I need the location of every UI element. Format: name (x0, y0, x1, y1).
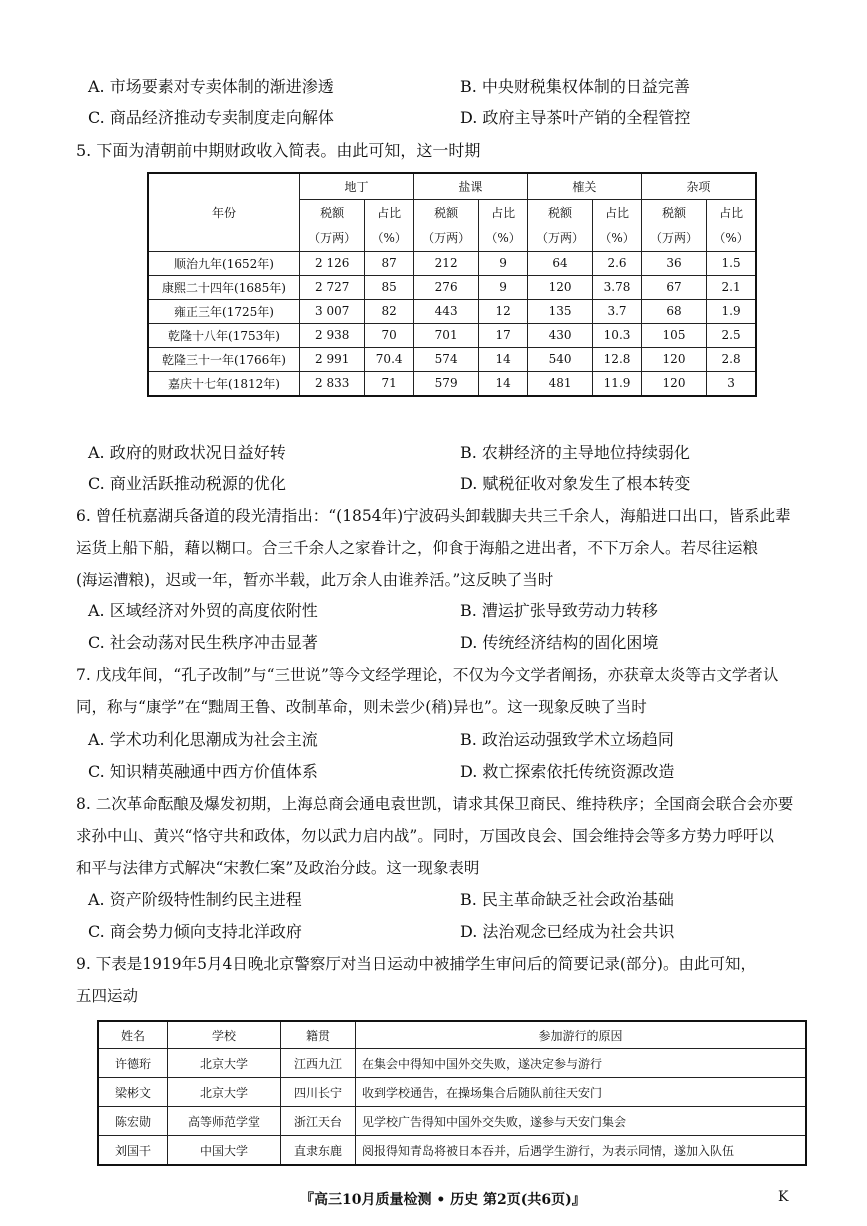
sub-header: 占比 (593, 199, 642, 225)
table-row (148, 275, 756, 299)
q5-stem: 5. 下面为清朝前中期财政收入简表。由此可知，这一时期 (76, 141, 481, 160)
name-cell: 许德珩 (98, 1049, 168, 1078)
value-cell: 68 (641, 299, 706, 323)
col-header: 籍贯 (281, 1021, 356, 1049)
group-header: 杂项 (641, 173, 756, 199)
q7-stem-line2: 同，称与“康学”在“黜周王鲁、改制革命，则未尝少(稍)异也”。这一现象反映了当时 (76, 698, 647, 716)
name-cell: 陈宏勋 (98, 1107, 168, 1136)
value-cell: 276 (413, 275, 478, 299)
value-cell: 12 (479, 299, 528, 323)
origin-cell: 四川长宁 (281, 1078, 356, 1107)
q6-stem-line2: 运货上船下船，藉以糊口。合三千余人之家眷计之，仰食于海船之进出者，不下万余人。若尽往运粮 (76, 539, 759, 557)
value-cell: 579 (413, 371, 478, 396)
value-cell: 36 (641, 251, 706, 275)
table-row (98, 1049, 806, 1078)
name-cell: 刘国干 (98, 1136, 168, 1166)
value-cell: 481 (527, 371, 592, 396)
q9-arrest-record-table (97, 1020, 807, 1166)
footer-text: 『高三10月质量检测 • 历史 第2页(共6页)』 (300, 1192, 586, 1208)
value-cell: 443 (413, 299, 478, 323)
sub-header-unit: （万两） (527, 225, 592, 251)
q8-option-c: C. 商会势力倾向支持北洋政府 (88, 922, 302, 941)
value-cell: 2.1 (707, 275, 756, 299)
year-cell: 康熙二十四年(1685年) (148, 275, 300, 299)
origin-cell: 江西九江 (281, 1049, 356, 1078)
q5-fiscal-table (147, 172, 757, 397)
value-cell: 212 (413, 251, 478, 275)
value-cell: 87 (365, 251, 414, 275)
sub-header: 占比 (479, 199, 528, 225)
sub-header-unit: （%） (479, 225, 528, 251)
value-cell: 17 (479, 323, 528, 347)
value-cell: 120 (527, 275, 592, 299)
value-cell: 82 (365, 299, 414, 323)
value-cell: 64 (527, 251, 592, 275)
sub-header: 占比 (707, 199, 756, 225)
q8-option-b: B. 民主革命缺乏社会政治基础 (460, 890, 674, 909)
value-cell: 120 (641, 371, 706, 396)
q8-stem-line3: 和平与法律方式解决“宋教仁案”及政治分歧。这一现象表明 (76, 859, 480, 877)
value-cell: 430 (527, 323, 592, 347)
group-header: 榷关 (527, 173, 641, 199)
value-cell: 85 (365, 275, 414, 299)
year-cell: 乾隆十八年(1753年) (148, 323, 300, 347)
value-cell: 3 (707, 371, 756, 396)
q6-stem-line1: 6. 曾任杭嘉湖兵备道的段光清指出：“(1854年)宁波码头卸载脚夫共三千余人，海船进口出口，皆系此辈 (76, 507, 791, 525)
value-cell: 67 (641, 275, 706, 299)
value-cell: 9 (479, 275, 528, 299)
value-cell: 10.3 (593, 323, 642, 347)
value-cell: 70 (365, 323, 414, 347)
value-cell: 71 (365, 371, 414, 396)
sub-header: 税额 (300, 199, 365, 225)
sub-header: 税额 (413, 199, 478, 225)
q4-option-c: C. 商品经济推动专卖制度走向解体 (88, 108, 334, 127)
q7-option-d: D. 救亡探索依托传统资源改造 (460, 762, 675, 781)
q6-option-a: A. 区域经济对外贸的高度依附性 (88, 601, 318, 620)
value-cell: 3.78 (593, 275, 642, 299)
year-cell: 雍正三年(1725年) (148, 299, 300, 323)
reason-cell: 阅报得知青岛将被日本吞并，后遇学生游行，为表示同情，遂加入队伍 (356, 1136, 807, 1166)
sub-header: 占比 (365, 199, 414, 225)
table-row (148, 299, 756, 323)
value-cell: 2 833 (300, 371, 365, 396)
group-header: 盐课 (413, 173, 527, 199)
value-cell: 120 (641, 347, 706, 371)
q6-option-c: C. 社会动荡对民生秩序冲击显著 (88, 633, 318, 652)
q5-option-b: B. 农耕经济的主导地位持续弱化 (460, 443, 690, 462)
value-cell: 12.8 (593, 347, 642, 371)
group-header: 地丁 (300, 173, 414, 199)
sub-header-unit: （万两） (300, 225, 365, 251)
value-cell: 3 007 (300, 299, 365, 323)
value-cell: 14 (479, 347, 528, 371)
sub-header: 税额 (527, 199, 592, 225)
value-cell: 11.9 (593, 371, 642, 396)
q5-option-a: A. 政府的财政状况日益好转 (88, 443, 286, 462)
q4-option-a: A. 市场要素对专卖体制的渐进渗透 (88, 77, 334, 96)
value-cell: 14 (479, 371, 528, 396)
origin-cell: 直隶东鹿 (281, 1136, 356, 1166)
q8-option-d: D. 法治观念已经成为社会共识 (460, 922, 675, 941)
year-cell: 顺治九年(1652年) (148, 251, 300, 275)
value-cell: 2 727 (300, 275, 365, 299)
value-cell: 135 (527, 299, 592, 323)
q8-option-a: A. 资产阶级特性制约民主进程 (88, 890, 302, 909)
value-cell: 2.6 (593, 251, 642, 275)
table-row (148, 251, 756, 275)
q4-option-d: D. 政府主导茶叶产销的全程管控 (460, 108, 691, 127)
value-cell: 2.5 (707, 323, 756, 347)
value-cell: 9 (479, 251, 528, 275)
q8-stem-line1: 8. 二次革命酝酿及爆发初期，上海总商会通电袁世凯，请求其保卫商民、维持秩序；全国商会联合会亦要 (76, 795, 794, 813)
value-cell: 3.7 (593, 299, 642, 323)
school-cell: 高等师范学堂 (168, 1107, 281, 1136)
table-row (98, 1107, 806, 1136)
col-header: 姓名 (98, 1021, 168, 1049)
name-cell: 梁彬文 (98, 1078, 168, 1107)
col-header: 参加游行的原因 (356, 1021, 807, 1049)
table-row (98, 1078, 806, 1107)
reason-cell: 见学校广告得知中国外交失败，遂参与天安门集会 (356, 1107, 807, 1136)
q9-stem-line2: 五四运动 (76, 987, 139, 1005)
q4-option-b: B. 中央财税集权体制的日益完善 (460, 77, 690, 96)
school-cell: 中国大学 (168, 1136, 281, 1166)
table-row (98, 1136, 806, 1166)
q6-option-d: D. 传统经济结构的固化困境 (460, 633, 659, 652)
sub-header-unit: （万两） (641, 225, 706, 251)
sub-header-unit: （%） (593, 225, 642, 251)
table-row (148, 347, 756, 371)
value-cell: 574 (413, 347, 478, 371)
year-header: 年份 (148, 173, 300, 251)
q6-stem-line3: (海运漕粮)，迟或一年，暂亦半载，此万余人由谁养活。”这反映了当时 (76, 571, 554, 589)
value-cell: 701 (413, 323, 478, 347)
sub-header-unit: （万两） (413, 225, 478, 251)
q5-option-c: C. 商业活跃推动税源的优化 (88, 474, 286, 493)
q7-option-c: C. 知识精英融通中西方价值体系 (88, 762, 318, 781)
value-cell: 2.8 (707, 347, 756, 371)
col-header: 学校 (168, 1021, 281, 1049)
value-cell: 2 938 (300, 323, 365, 347)
sub-header: 税额 (641, 199, 706, 225)
value-cell: 105 (641, 323, 706, 347)
year-cell: 嘉庆十七年(1812年) (148, 371, 300, 396)
q9-stem-line1: 9. 下表是1919年5月4日晚北京警察厅对当日运动中被捕学生审问后的简要记录(部分)。由此可知， (76, 955, 756, 973)
value-cell: 1.5 (707, 251, 756, 275)
value-cell: 2 126 (300, 251, 365, 275)
q8-stem-line2: 求孙中山、黄兴“恪守共和政体，勿以武力启内战”。同时，万国改良会、国会维持会等多方势力呼吁以 (76, 827, 774, 845)
q7-option-a: A. 学术功利化思潮成为社会主流 (88, 730, 318, 749)
sub-header-unit: （%） (365, 225, 414, 251)
sub-header-unit: （%） (707, 225, 756, 251)
version-code: K (778, 1189, 789, 1205)
school-cell: 北京大学 (168, 1049, 281, 1078)
value-cell: 70.4 (365, 347, 414, 371)
table-row (148, 371, 756, 396)
value-cell: 2 991 (300, 347, 365, 371)
school-cell: 北京大学 (168, 1078, 281, 1107)
value-cell: 540 (527, 347, 592, 371)
q6-option-b: B. 漕运扩张导致劳动力转移 (460, 601, 658, 620)
q5-option-d: D. 赋税征收对象发生了根本转变 (460, 474, 691, 493)
reason-cell: 在集会中得知中国外交失败，遂决定参与游行 (356, 1049, 807, 1078)
value-cell: 1.9 (707, 299, 756, 323)
origin-cell: 浙江天台 (281, 1107, 356, 1136)
year-cell: 乾隆三十一年(1766年) (148, 347, 300, 371)
q7-option-b: B. 政治运动强致学术立场趋同 (460, 730, 674, 749)
table-row (148, 323, 756, 347)
q7-stem-line1: 7. 戊戌年间，“孔子改制”与“三世说”等今文经学理论，不仅为今文学者阐扬，亦获章太炎等古文学者认 (76, 666, 779, 684)
reason-cell: 收到学校通告，在操场集合后随队前往天安门 (356, 1078, 807, 1107)
